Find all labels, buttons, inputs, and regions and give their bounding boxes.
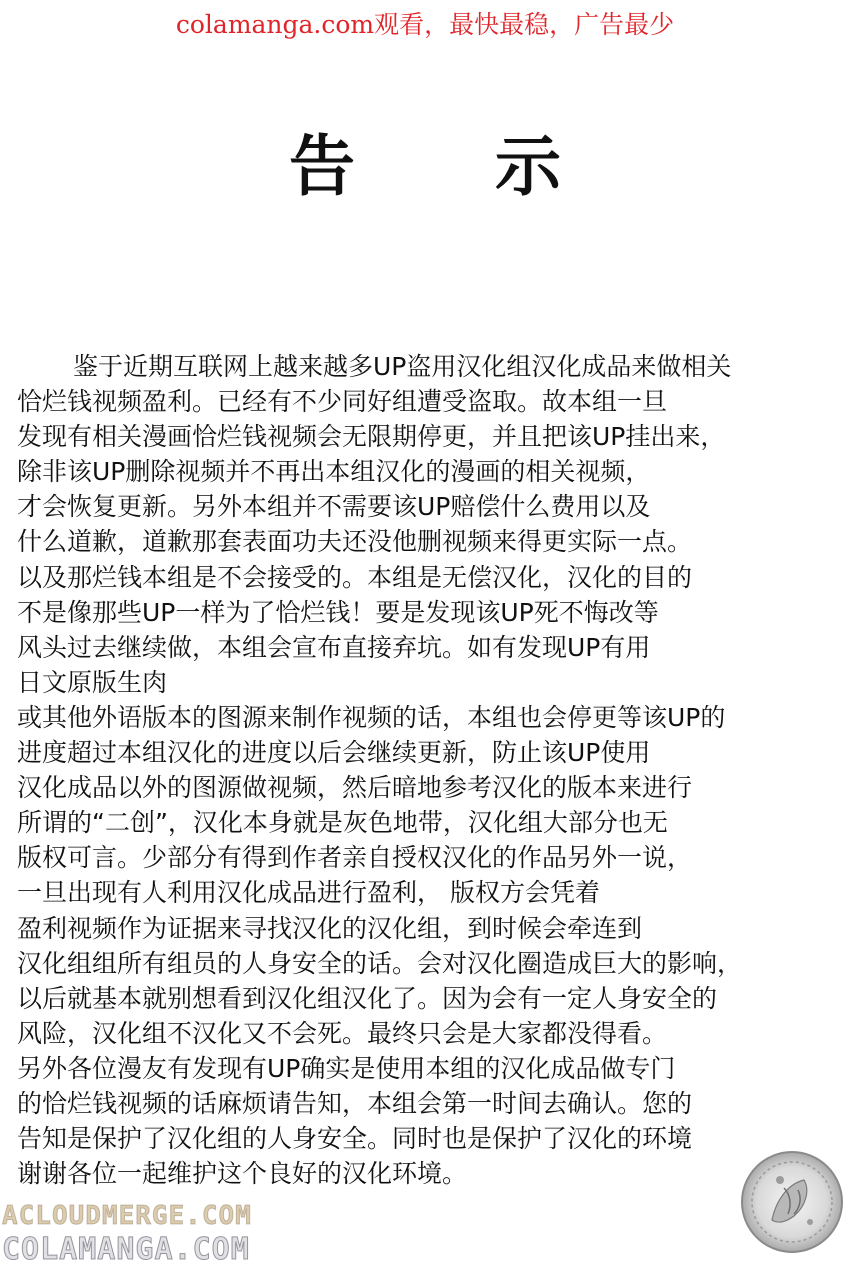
notice-line: 才会恢复更新。另外本组并不需要该UP赔偿什么费用以及 (17, 492, 651, 522)
notice-line: 风险，汉化组不汉化又不会死。最终只会是大家都没得看。 (17, 1018, 668, 1048)
watermark-colamanga: COLAMANGA.COM (2, 1232, 250, 1267)
notice-line: 什么道歉，道歉那套表面功夫还没他删视频来得更实际一点。 (17, 527, 693, 557)
notice-line: 风头过去继续做，本组会宣布直接弃坑。如有发现UP有用 (17, 632, 651, 662)
notice-line: 日文原版生肉 (17, 667, 168, 697)
page-title: 告示 (289, 128, 701, 205)
notice-line: 告知是保护了汉化组的人身安全。同时也是保护了汉化的环境 (17, 1124, 693, 1154)
notice-line: 恰烂钱视频盈利。已经有不少同好组遭受盗取。故本组一旦 (17, 387, 668, 417)
notice-line: 以及那烂钱本组是不会接受的。本组是无偿汉化，汉化的目的 (17, 562, 693, 592)
notice-line: 鉴于近期互联网上越来越多UP盗用汉化组汉化成品来做相关 (73, 352, 732, 381)
notice-line: 以后就基本就别想看到汉化组汉化了。因为会有一定人身安全的 (17, 983, 718, 1013)
circular-seal-icon (740, 1150, 844, 1254)
notice-line: 发现有相关漫画恰烂钱视频会无限期停更，并且把该UP挂出来， (17, 422, 726, 452)
notice-line: 或其他外语版本的图源来制作视频的话，本组也会停更等该UP的 (17, 702, 726, 732)
notice-body (17, 349, 847, 1191)
notice-line: 的恰烂钱视频的话麻烦请告知，本组会第一时间去确认。您的 (17, 1088, 693, 1118)
notice-line: 版权可言。少部分有得到作者亲自授权汉化的作品另外一说， (17, 843, 693, 873)
notice-line: 盈利视频作为证据来寻找汉化的汉化组，到时候会牵连到 (17, 913, 643, 943)
notice-line: 一旦出现有人利用汉化成品进行盈利， 版权方会凭着 (17, 878, 600, 908)
watermark-acloudmerge: ACLOUDMERGE.COM (2, 1201, 252, 1231)
notice-line: 汉化组组所有组员的人身安全的话。会对汉化圈造成巨大的影响， (17, 948, 743, 978)
notice-line: 另外各位漫友有发现有UP确实是使用本组的汉化成品做专门 (17, 1053, 676, 1083)
notice-line: 谢谢各位一起维护这个良好的汉化环境。 (17, 1159, 468, 1189)
notice-line: 进度超过本组汉化的进度以后会继续更新，防止该UP使用 (17, 738, 651, 768)
site-banner: colamanga.com观看，最快最稳，广告最少 (175, 10, 675, 39)
notice-line: 不是像那些UP一样为了恰烂钱！要是发现该UP死不悔改等 (17, 597, 659, 627)
notice-line: 汉化成品以外的图源做视频，然后暗地参考汉化的版本来进行 (17, 773, 693, 803)
notice-line: 所谓的“二创”，汉化本身就是灰色地带，汉化组大部分也无 (17, 808, 668, 838)
notice-line: 除非该UP删除视频并不再出本组汉化的漫画的相关视频， (17, 457, 651, 487)
